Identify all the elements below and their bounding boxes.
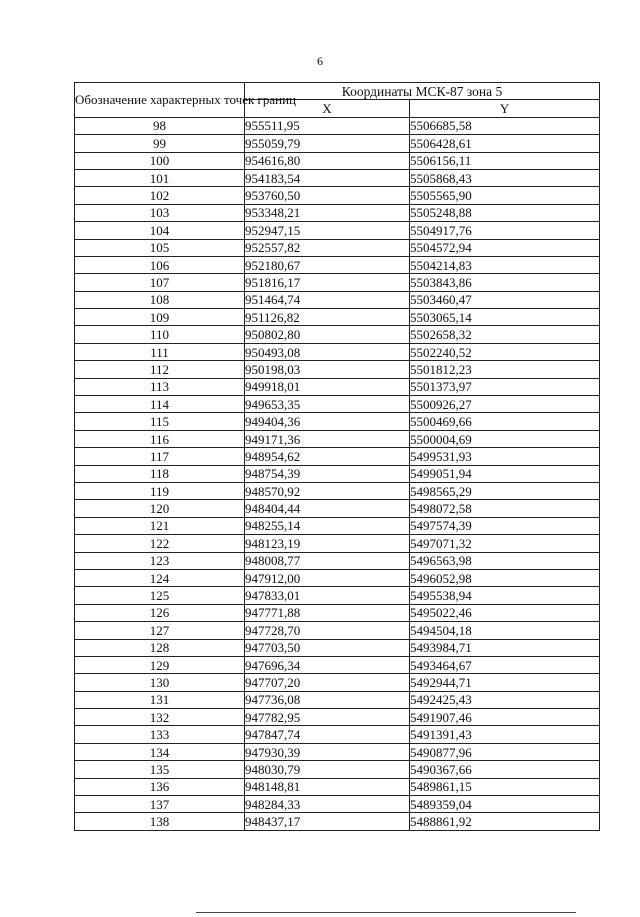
x-coordinate-cell: 947782,95 xyxy=(245,709,410,726)
table-row xyxy=(75,604,600,621)
x-coordinate-cell: 955511,95 xyxy=(245,117,410,134)
y-coordinate-cell: 5501373,97 xyxy=(410,378,600,395)
page-number: 6 xyxy=(317,54,323,68)
point-number-cell: 116 xyxy=(75,430,245,447)
x-coordinate-cell: 948148,81 xyxy=(245,778,410,795)
x-coordinate-cell: 949653,35 xyxy=(245,396,410,413)
x-coordinate-cell: 951816,17 xyxy=(245,274,410,291)
bottom-rule xyxy=(196,912,576,913)
table-row xyxy=(75,274,600,291)
y-coordinate-cell: 5506156,11 xyxy=(410,152,600,169)
header-x: X xyxy=(245,100,410,117)
table-body xyxy=(75,117,600,830)
point-number-cell: 98 xyxy=(75,117,245,134)
table-row xyxy=(75,587,600,604)
table-row xyxy=(75,482,600,499)
y-coordinate-cell: 5495538,94 xyxy=(410,587,600,604)
header-coordinates: Координаты МСК-87 зона 5 xyxy=(245,83,600,100)
x-coordinate-cell: 947930,39 xyxy=(245,743,410,760)
table-row xyxy=(75,656,600,673)
point-number-cell: 114 xyxy=(75,396,245,413)
x-coordinate-cell: 947847,74 xyxy=(245,726,410,743)
x-coordinate-cell: 947833,01 xyxy=(245,587,410,604)
point-number-cell: 128 xyxy=(75,639,245,656)
x-coordinate-cell: 955059,79 xyxy=(245,135,410,152)
table-row xyxy=(75,535,600,552)
x-coordinate-cell: 948754,39 xyxy=(245,465,410,482)
table-row xyxy=(75,517,600,534)
y-coordinate-cell: 5494504,18 xyxy=(410,622,600,639)
y-coordinate-cell: 5505565,90 xyxy=(410,187,600,204)
point-number-cell: 135 xyxy=(75,761,245,778)
y-coordinate-cell: 5502658,32 xyxy=(410,326,600,343)
x-coordinate-cell: 948954,62 xyxy=(245,448,410,465)
y-coordinate-cell: 5499051,94 xyxy=(410,465,600,482)
point-number-cell: 112 xyxy=(75,361,245,378)
x-coordinate-cell: 947771,88 xyxy=(245,604,410,621)
y-coordinate-cell: 5505248,88 xyxy=(410,204,600,221)
table-row xyxy=(75,726,600,743)
y-coordinate-cell: 5504572,94 xyxy=(410,239,600,256)
point-number-cell: 137 xyxy=(75,796,245,813)
y-coordinate-cell: 5505868,43 xyxy=(410,169,600,186)
y-coordinate-cell: 5491391,43 xyxy=(410,726,600,743)
y-coordinate-cell: 5497071,32 xyxy=(410,535,600,552)
y-coordinate-cell: 5492425,43 xyxy=(410,691,600,708)
x-coordinate-cell: 948404,44 xyxy=(245,500,410,517)
point-number-cell: 115 xyxy=(75,413,245,430)
point-number-cell: 132 xyxy=(75,709,245,726)
point-number-cell: 119 xyxy=(75,482,245,499)
y-coordinate-cell: 5501812,23 xyxy=(410,361,600,378)
point-number-cell: 127 xyxy=(75,622,245,639)
y-coordinate-cell: 5489359,04 xyxy=(410,796,600,813)
x-coordinate-cell: 950198,03 xyxy=(245,361,410,378)
y-coordinate-cell: 5498565,29 xyxy=(410,482,600,499)
x-coordinate-cell: 954616,80 xyxy=(245,152,410,169)
point-number-cell: 125 xyxy=(75,587,245,604)
header-point-designation: Обозначение характерных точек границ xyxy=(75,83,245,118)
point-number-cell: 121 xyxy=(75,517,245,534)
y-coordinate-cell: 5497574,39 xyxy=(410,517,600,534)
y-coordinate-cell: 5503843,86 xyxy=(410,274,600,291)
y-coordinate-cell: 5490367,66 xyxy=(410,761,600,778)
point-number-cell: 100 xyxy=(75,152,245,169)
x-coordinate-cell: 953348,21 xyxy=(245,204,410,221)
point-number-cell: 122 xyxy=(75,535,245,552)
point-number-cell: 123 xyxy=(75,552,245,569)
y-coordinate-cell: 5495022,46 xyxy=(410,604,600,621)
point-number-cell: 118 xyxy=(75,465,245,482)
y-coordinate-cell: 5500004,69 xyxy=(410,430,600,447)
x-coordinate-cell: 947912,00 xyxy=(245,569,410,586)
x-coordinate-cell: 950493,08 xyxy=(245,343,410,360)
point-number-cell: 113 xyxy=(75,378,245,395)
point-number-cell: 101 xyxy=(75,169,245,186)
table-row xyxy=(75,135,600,152)
x-coordinate-cell: 952947,15 xyxy=(245,222,410,239)
y-coordinate-cell: 5500469,66 xyxy=(410,413,600,430)
table-row xyxy=(75,413,600,430)
x-coordinate-cell: 947736,08 xyxy=(245,691,410,708)
y-coordinate-cell: 5506428,61 xyxy=(410,135,600,152)
table-row xyxy=(75,743,600,760)
table-row xyxy=(75,691,600,708)
table-row xyxy=(75,674,600,691)
table-row xyxy=(75,187,600,204)
table-row xyxy=(75,465,600,482)
table-row xyxy=(75,117,600,134)
y-coordinate-cell: 5498072,58 xyxy=(410,500,600,517)
table-row xyxy=(75,639,600,656)
table-row xyxy=(75,396,600,413)
x-coordinate-cell: 948570,92 xyxy=(245,482,410,499)
point-number-cell: 120 xyxy=(75,500,245,517)
y-coordinate-cell: 5491907,46 xyxy=(410,709,600,726)
y-coordinate-cell: 5490877,96 xyxy=(410,743,600,760)
table-row xyxy=(75,309,600,326)
table-row xyxy=(75,796,600,813)
x-coordinate-cell: 948008,77 xyxy=(245,552,410,569)
table-row xyxy=(75,430,600,447)
x-coordinate-cell: 949918,01 xyxy=(245,378,410,395)
x-coordinate-cell: 948255,14 xyxy=(245,517,410,534)
y-coordinate-cell: 5502240,52 xyxy=(410,343,600,360)
y-coordinate-cell: 5504917,76 xyxy=(410,222,600,239)
point-number-cell: 133 xyxy=(75,726,245,743)
table-row xyxy=(75,169,600,186)
x-coordinate-cell: 951464,74 xyxy=(245,291,410,308)
x-coordinate-cell: 947707,20 xyxy=(245,674,410,691)
y-coordinate-cell: 5496563,98 xyxy=(410,552,600,569)
x-coordinate-cell: 950802,80 xyxy=(245,326,410,343)
table-row xyxy=(75,343,600,360)
table-row xyxy=(75,709,600,726)
point-number-cell: 129 xyxy=(75,656,245,673)
y-coordinate-cell: 5496052,98 xyxy=(410,569,600,586)
point-number-cell: 138 xyxy=(75,813,245,830)
y-coordinate-cell: 5503460,47 xyxy=(410,291,600,308)
x-coordinate-cell: 947696,34 xyxy=(245,656,410,673)
point-number-cell: 105 xyxy=(75,239,245,256)
x-coordinate-cell: 954183,54 xyxy=(245,169,410,186)
table-row xyxy=(75,239,600,256)
table-row xyxy=(75,552,600,569)
point-number-cell: 124 xyxy=(75,569,245,586)
x-coordinate-cell: 952180,67 xyxy=(245,256,410,273)
table-row xyxy=(75,622,600,639)
y-coordinate-cell: 5504214,83 xyxy=(410,256,600,273)
x-coordinate-cell: 947728,70 xyxy=(245,622,410,639)
point-number-cell: 106 xyxy=(75,256,245,273)
x-coordinate-cell: 953760,50 xyxy=(245,187,410,204)
y-coordinate-cell: 5488861,92 xyxy=(410,813,600,830)
table-row xyxy=(75,256,600,273)
point-number-cell: 108 xyxy=(75,291,245,308)
table-row xyxy=(75,152,600,169)
header-y: Y xyxy=(410,100,600,117)
table-header xyxy=(75,83,600,118)
x-coordinate-cell: 947703,50 xyxy=(245,639,410,656)
point-number-cell: 117 xyxy=(75,448,245,465)
table-row xyxy=(75,204,600,221)
table-row xyxy=(75,291,600,308)
table-row xyxy=(75,378,600,395)
point-number-cell: 126 xyxy=(75,604,245,621)
x-coordinate-cell: 948030,79 xyxy=(245,761,410,778)
y-coordinate-cell: 5506685,58 xyxy=(410,117,600,134)
x-coordinate-cell: 948284,33 xyxy=(245,796,410,813)
x-coordinate-cell: 948123,19 xyxy=(245,535,410,552)
table-row xyxy=(75,569,600,586)
point-number-cell: 111 xyxy=(75,343,245,360)
point-number-cell: 131 xyxy=(75,691,245,708)
table-row xyxy=(75,222,600,239)
y-coordinate-cell: 5503065,14 xyxy=(410,309,600,326)
point-number-cell: 134 xyxy=(75,743,245,760)
point-number-cell: 104 xyxy=(75,222,245,239)
point-number-cell: 109 xyxy=(75,309,245,326)
y-coordinate-cell: 5499531,93 xyxy=(410,448,600,465)
table-row xyxy=(75,761,600,778)
table-row xyxy=(75,448,600,465)
y-coordinate-cell: 5493464,67 xyxy=(410,656,600,673)
x-coordinate-cell: 949171,36 xyxy=(245,430,410,447)
x-coordinate-cell: 949404,36 xyxy=(245,413,410,430)
point-number-cell: 102 xyxy=(75,187,245,204)
coordinates-table xyxy=(74,82,600,831)
x-coordinate-cell: 952557,82 xyxy=(245,239,410,256)
point-number-cell: 99 xyxy=(75,135,245,152)
table-row xyxy=(75,361,600,378)
point-number-cell: 110 xyxy=(75,326,245,343)
x-coordinate-cell: 951126,82 xyxy=(245,309,410,326)
table-row xyxy=(75,813,600,830)
table-row xyxy=(75,778,600,795)
point-number-cell: 107 xyxy=(75,274,245,291)
x-coordinate-cell: 948437,17 xyxy=(245,813,410,830)
y-coordinate-cell: 5489861,15 xyxy=(410,778,600,795)
point-number-cell: 103 xyxy=(75,204,245,221)
point-number-cell: 130 xyxy=(75,674,245,691)
y-coordinate-cell: 5493984,71 xyxy=(410,639,600,656)
y-coordinate-cell: 5492944,71 xyxy=(410,674,600,691)
point-number-cell: 136 xyxy=(75,778,245,795)
y-coordinate-cell: 5500926,27 xyxy=(410,396,600,413)
table-row xyxy=(75,326,600,343)
table-row xyxy=(75,500,600,517)
